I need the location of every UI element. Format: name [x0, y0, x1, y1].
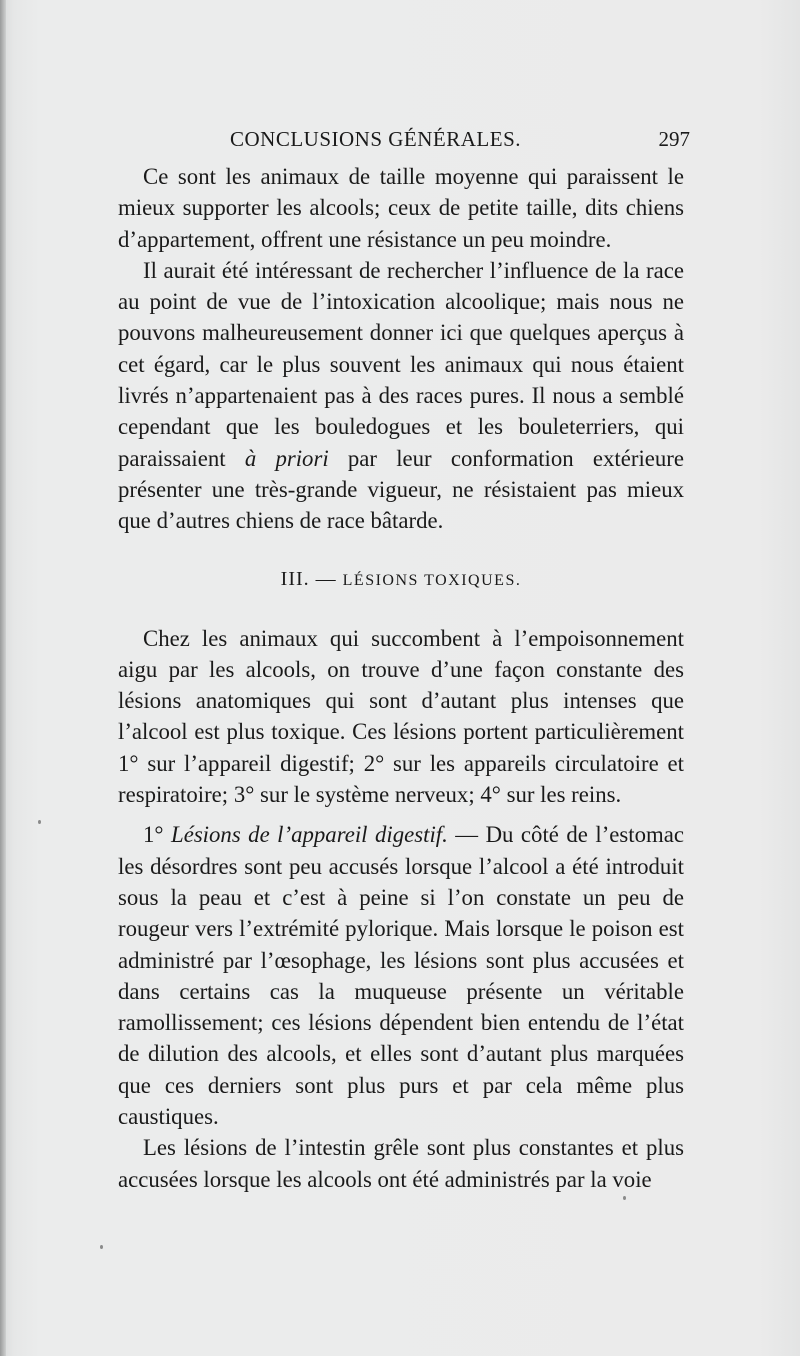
paper-speck	[623, 1196, 626, 1200]
paragraph-4	[118, 819, 684, 1132]
body-text	[118, 161, 684, 1195]
running-title: CONCLUSIONS GÉNÉRALES.	[230, 127, 522, 151]
paragraph-2-italic: à priori	[244, 445, 329, 471]
paragraph-2-text-b: par leur conformation extérieure présenter une très-grande vigueur, ne résistaient pas mieux que d’autres chiens de race bâtarde.	[118, 445, 684, 534]
paper-speck	[38, 820, 41, 824]
paper-speck	[100, 1245, 103, 1249]
binding-edge	[0, 0, 6, 1356]
section-heading	[118, 568, 684, 592]
paragraph-4-italic: Lésions de l’appareil digestif.	[171, 822, 448, 848]
page-number: 297	[658, 127, 690, 151]
paragraph-1: Ce sont les animaux de taille moyenne qui paraissent le mieux supporter les alcools; ceux de petite taille, dits chiens d’appartement, offrent une résistance un peu moindre.	[118, 164, 684, 252]
paragraph-4-text: — Du côté de l’estomac les désordres sont peu accusés lorsque l’alcool a été introduit sous la peau et c’est à peine si l’on constate un peu de rougeur vers l’extrémité pylorique. Mais lorsque le poison est administré par l’œsophage, les lésions sont plus accusées et dans certains cas la muqueuse présente un véritable ramollissement; ces lésions dépendent bien entendu de l’état de dilution des alcools, et elles sont d’autant plus marquées que ces derniers sont plus purs et par cela même plus caustiques.	[118, 822, 685, 1130]
paragraph-2-text-a: Il aurait été intéressant de rechercher l’influence de la race au point de vue de l’intoxication alcoolique; mais nous ne pouvons malheureusement donner ici que quelques aperçus à cet égard, car le plus souvent les animaux qui nous étaient livrés n’appartenaient pas à des races pures. Il nous a semblé cependant que les bouledogues et les bouleterriers, qui paraissaient	[118, 257, 684, 471]
paragraph-5: Les lésions de l’intestin grêle sont plus constantes et plus accusées lorsque les alcools ont été administrés par la voie	[118, 1135, 684, 1192]
paragraph-3: Chez les animaux qui succombent à l’empoisonnement aigu par les alcools, on trouve d’une façon constante des lésions anatomiques qui sont d’autant plus intenses que l’alcool est plus toxique. Ces lésions portent particulièrement 1° sur l’appareil digestif; 2° sur les appareils circulatoire et respiratoire; 3° sur le système nerveux; 4° sur les reins.	[118, 625, 684, 808]
paragraph-2	[118, 255, 684, 537]
section-number: III.	[280, 567, 310, 590]
paragraph-4-lead: 1°	[143, 822, 164, 848]
running-head	[170, 127, 690, 157]
section-title: LÉSIONS TOXIQUES.	[342, 571, 522, 589]
section-dash: —	[315, 567, 337, 590]
